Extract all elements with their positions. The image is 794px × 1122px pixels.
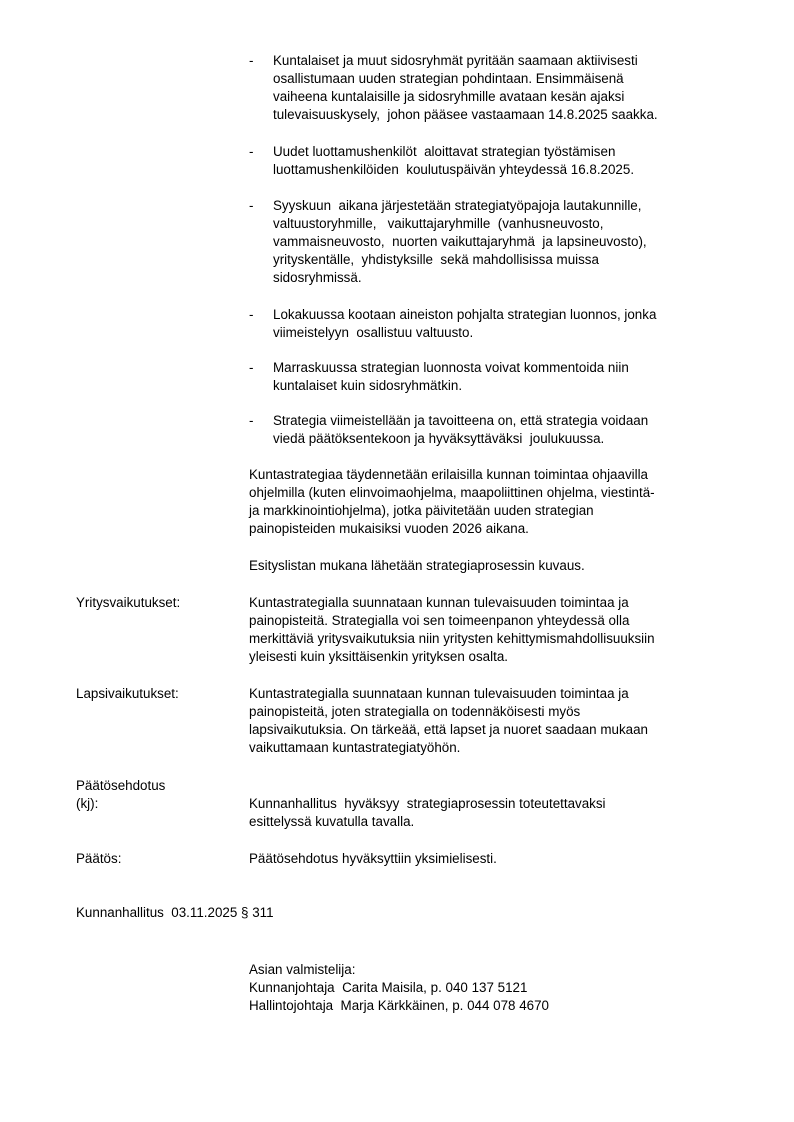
bullet-text-line: viimeistelyyn osallistuu valtuusto.: [273, 325, 474, 340]
proposal-text-line: Kunnanhallitus hyväksyy strategiaprosessin toteutettavaksi: [249, 796, 606, 811]
section-text-line: painopisteitä, joten strategialla on todennäköisesti myös: [249, 704, 581, 719]
preparer-contact: Hallintojohtaja Marja Kärkkäinen, p. 044 078 4670: [249, 998, 549, 1013]
section-text-line: Kuntastrategialla suunnataan kunnan tulevaisuuden toimintaa ja: [249, 595, 629, 610]
section-label: Lapsivaikutukset:: [76, 686, 179, 701]
bullet-marker: -: [249, 53, 254, 68]
bullet-text-line: yrityskentälle, yhdistyksille sekä mahdollisissa muissa: [273, 252, 599, 267]
paragraph-line: Esityslistan mukana lähetään strategiaprosessin kuvaus.: [249, 558, 585, 573]
section-label: Yritysvaikutukset:: [76, 595, 181, 610]
section-text-line: lapsivaikutuksia. On tärkeää, että lapset ja nuoret saadaan mukaan: [249, 722, 648, 737]
bullet-marker: -: [249, 413, 254, 428]
decision-text: Päätösehdotus hyväksyttiin yksimielisesti.: [249, 851, 497, 866]
bullet-text-line: sidosryhmissä.: [273, 270, 362, 285]
bullet-text-line: kuntalaiset kuin sidosryhmätkin.: [273, 378, 463, 393]
paragraph-line: painopisteiden mukaisiksi vuoden 2026 aikana.: [249, 521, 529, 536]
bullet-marker: -: [249, 144, 254, 159]
bullet-text-line: Lokakuussa kootaan aineiston pohjalta strategian luonnos, jonka: [273, 307, 657, 322]
preparers-heading: Asian valmistelija:: [249, 962, 356, 977]
meeting-reference: Kunnanhallitus 03.11.2025 § 311: [76, 905, 274, 920]
bullet-text-line: osallistumaan uuden strategian pohdintaan. Ensimmäisenä: [273, 71, 624, 86]
bullet-text-line: Marraskuussa strategian luonnosta voivat kommentoida niin: [273, 360, 629, 375]
bullet-text-line: vammaisneuvosto, nuorten vaikuttajaryhmä ja lapsineuvosto),: [273, 234, 647, 249]
section-text-line: painopisteitä. Strategialla voi sen toimeenpanon yhteydessä olla: [249, 613, 630, 628]
section-text-line: merkittäviä yritysvaikutuksia niin yritysten kehittymismahdollisuuksiin: [249, 631, 655, 646]
paragraph-line: ohjelmilla (kuten elinvoimaohjelma, maapoliittinen ohjelma, viestintä-: [249, 485, 655, 500]
bullet-text-line: vaiheena kuntalaisille ja sidosryhmille avataan kesän ajaksi: [273, 89, 625, 104]
bullet-marker: -: [249, 198, 254, 213]
preparer-contact: Kunnanjohtaja Carita Maisila, p. 040 137 5121: [249, 980, 528, 995]
section-text-line: Kuntastrategialla suunnataan kunnan tulevaisuuden toimintaa ja: [249, 686, 629, 701]
bullet-text-line: Uudet luottamushenkilöt aloittavat strategian työstämisen: [273, 144, 616, 159]
proposal-label-sub: (kj):: [76, 796, 99, 811]
section-text-line: yleisesti kuin yksittäisenkin yrityksen osalta.: [249, 649, 508, 664]
bullet-text-line: luottamushenkilöiden koulutuspäivän yhteydessä 16.8.2025.: [273, 162, 635, 177]
paragraph-line: ja markkinointiohjelma), jotka päivitetään uuden strategian: [249, 503, 594, 518]
bullet-text-line: valtuustoryhmille, vaikuttajaryhmille (vanhusneuvosto,: [273, 216, 604, 231]
proposal-text-line: esittelyssä kuvatulla tavalla.: [249, 814, 415, 829]
bullet-text-line: Strategia viimeistellään ja tavoitteena on, että strategia voidaan: [273, 413, 649, 428]
section-text-line: vaikuttamaan kuntastrategiatyöhön.: [249, 740, 461, 755]
bullet-text-line: Kuntalaiset ja muut sidosryhmät pyritään saamaan aktiivisesti: [273, 53, 638, 68]
paragraph-line: Kuntastrategiaa täydennetään erilaisilla kunnan toimintaa ohjaavilla: [249, 467, 649, 482]
proposal-label: Päätösehdotus: [76, 778, 166, 793]
bullet-text-line: viedä päätöksentekoon ja hyväksyttäväksi joulukuussa.: [273, 431, 605, 446]
bullet-marker: -: [249, 307, 254, 322]
bullet-marker: -: [249, 360, 254, 375]
bullet-text-line: tulevaisuuskysely, johon pääsee vastaamaan 14.8.2025 saakka.: [273, 107, 658, 122]
decision-label: Päätös:: [76, 851, 122, 866]
bullet-text-line: Syyskuun aikana järjestetään strategiatyöpajoja lautakunnille,: [273, 198, 642, 213]
